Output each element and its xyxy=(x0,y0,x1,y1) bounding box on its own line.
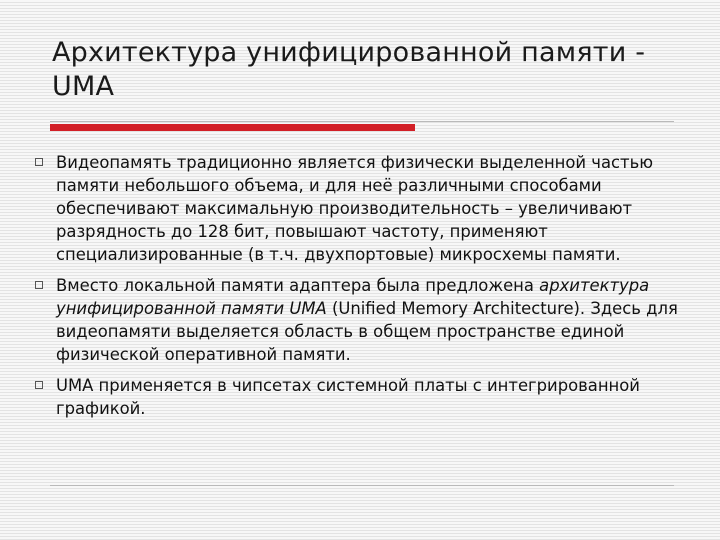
bullet-item xyxy=(34,274,684,366)
square-bullet-icon xyxy=(35,381,43,389)
title-divider-line xyxy=(50,121,674,122)
square-bullet-icon xyxy=(35,281,43,289)
square-bullet-icon xyxy=(35,158,43,166)
bullet-text-before: Вместо локальной памяти адаптера была предложена xyxy=(56,276,540,295)
bullet-item xyxy=(34,151,684,266)
slide-body xyxy=(34,151,684,428)
bullet-text: UMA применяется в чипсетах системной платы с интегрированной графикой. xyxy=(56,376,640,418)
bullet-text-italic: архитектура унифицированной памяти UMA xyxy=(56,276,650,318)
title-accent-bar xyxy=(50,124,415,131)
slide-title: Архитектура унифицированной памяти - UMA xyxy=(52,37,646,102)
bullet-text: Видеопамять традиционно является физически выделенной частью памяти небольшого объема, и для неё различными способами обеспечивают максимальную производительность – увеличивают разрядность до 128 бит, повышают частоту, применяют специализированные (в т.ч. двухпортовые) микросхемы памяти. xyxy=(56,153,654,264)
bottom-divider-line xyxy=(50,485,674,486)
bullet-text-after: (Unified Memory Architecture). Здесь для видеопамяти выделяется область в общем пространстве единой физической оперативной памяти. xyxy=(56,299,678,364)
bullet-item xyxy=(34,374,684,420)
